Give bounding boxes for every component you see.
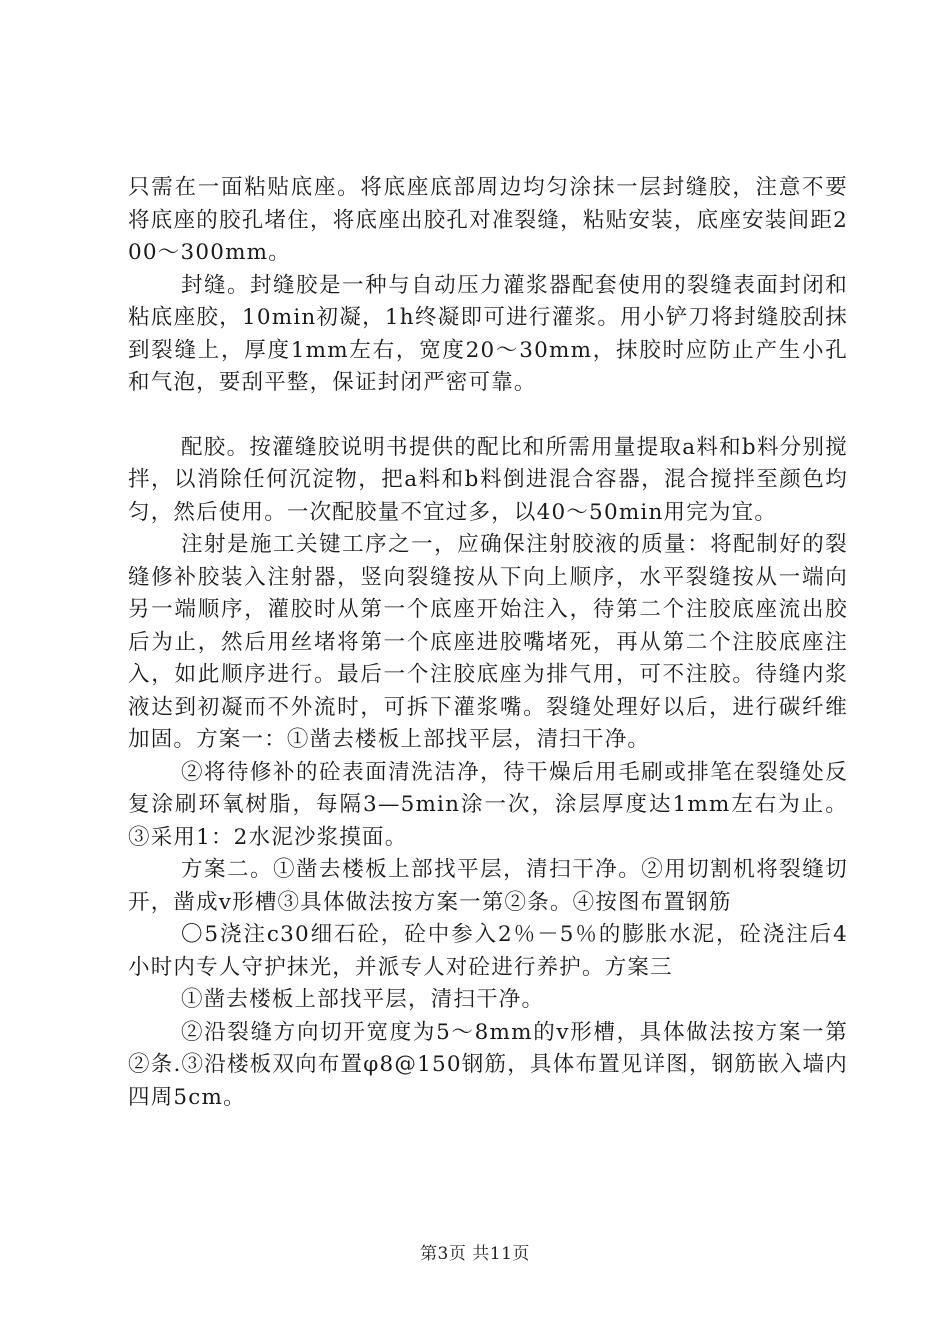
page-footer: 第3页 共11页 — [420, 1244, 530, 1264]
paragraph-plan-two: 方案二。①凿去楼板上部找平层，清扫干净。②用切割机将裂缝切开，凿成v形槽③具体做法按方案一第②条。④按图布置钢筋 — [128, 857, 848, 915]
paragraph-injection: 注射是施工关键工序之一，应确保注射胶液的质量：将配制好的裂缝修补胶装入注射器，竖向裂缝按从下向上顺序，水平裂缝按从一端向另一端顺序，灌胶时从第一个底座开始注入，待第二个注胶底座流出胶后为止，然后用丝堵将第一个底座进胶嘴堵死，再从第二个注胶底座注入，如此顺序进行。最后一个注胶底座为排气用，可不注胶。待缝内浆液达到初凝而不外流时，可拆下灌浆嘴。裂缝处理好以后，进行碳纤维加固。方案一：①凿去楼板上部找平层，清扫干净。 — [128, 532, 848, 752]
paragraph-seal-joint: 封缝。封缝胶是一种与自动压力灌浆器配套使用的裂缝表面封闭和粘底座胶，10min初凝，1h终凝即可进行灌浆。用小铲刀将封缝胶刮抹到裂缝上，厚度1mm左右，宽度20～30mm，抹胶时应防止产生小孔和气泡，要刮平整，保证封闭严密可靠。 — [128, 272, 848, 395]
paragraph-plan-three-step-two: ②沿裂缝方向切开宽度为5～8mm的v形槽，具体做法按方案一第②条.③沿楼板双向布置φ8@150钢筋，具体布置见详图，钢筋嵌入墙内四周5cm。 — [128, 1019, 848, 1110]
document-body — [128, 172, 848, 1114]
paragraph-plan-one-steps: ②将待修补的砼表面清洗洁净，待干燥后用毛刷或排笔在裂缝处反复涂刷环氧树脂，每隔3—5min涂一次，涂层厚度达1mm左右为止。③采用1：2水泥沙浆摸面。 — [128, 759, 848, 850]
paragraph-mix-glue: 配胶。按灌缝胶说明书提供的配比和所需用量提取a料和b料分别搅拌，以消除任何沉淀物，把a料和b料倒进混合容器，混合搅拌至颜色均匀，然后使用。一次配胶量不宜过多，以40～50min用完为宜。 — [128, 434, 848, 525]
paragraph-pour-concrete: 〇5浇注c30细石砼，砼中参入2％－5％的膨胀水泥，砼浇注后4小时内专人守护抹光，并派专人对砼进行养护。方案三 — [128, 922, 848, 980]
paragraph-plan-three-step-one: ①凿去楼板上部找平层，清扫干净。 — [181, 987, 545, 1012]
paragraph-base-install: 只需在一面粘贴底座。将底座底部周边均匀涂抹一层封缝胶，注意不要将底座的胶孔堵住，将底座出胶孔对准裂缝，粘贴安装，底座安装间距200～300mm。 — [128, 175, 848, 265]
